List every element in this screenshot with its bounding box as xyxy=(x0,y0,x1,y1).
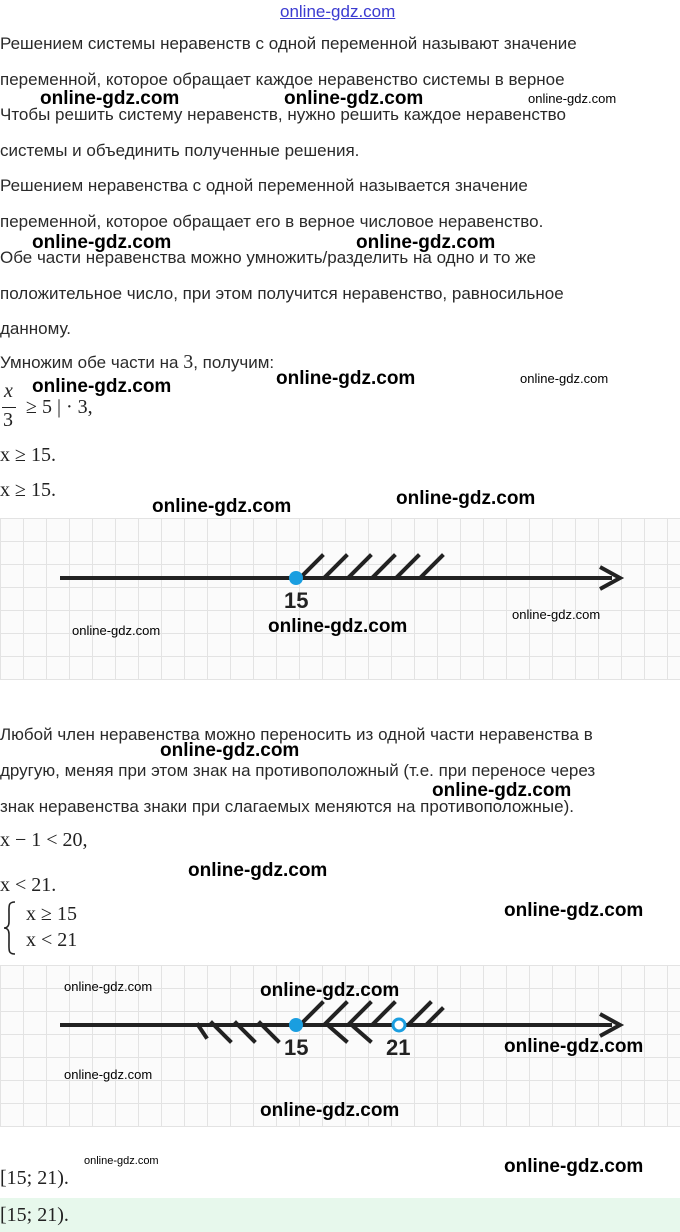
system-brace xyxy=(2,900,18,956)
paragraph-line: переменной, которое обращает каждое неравенство системы в верное xyxy=(0,70,565,89)
watermark: online-gdz.com xyxy=(512,607,601,622)
answer-box xyxy=(0,1198,680,1232)
watermark: online-gdz.com xyxy=(260,980,400,1001)
equation: x ≥ 15. xyxy=(0,444,56,466)
paragraph-line: переменной, которое обращает его в верное числовое неравенство. xyxy=(0,212,544,231)
interval-result: [15; 21). xyxy=(0,1167,69,1189)
watermark: online-gdz.com xyxy=(356,232,496,253)
point-label-15: 15 xyxy=(284,588,309,613)
paragraph-line: Чтобы решить систему неравенств, нужно решить каждое неравенство xyxy=(0,105,566,124)
paragraph-line: системы и объединить полученные решения. xyxy=(0,141,360,160)
site-header-watermark[interactable]: online-gdz.com xyxy=(280,2,396,21)
watermark: online-gdz.com xyxy=(432,780,572,801)
paragraph-line: Обе части неравенства можно умножить/разделить на одно и то же xyxy=(0,248,536,267)
point-15 xyxy=(289,1018,303,1032)
paragraph-line: Решением неравенства с одной переменной называется значение xyxy=(0,176,528,195)
paragraph-line: знак неравенства знаки при слагаемых меняются на противоположные). xyxy=(0,797,574,816)
watermark: online-gdz.com xyxy=(188,860,328,881)
watermark: online-gdz.com xyxy=(64,1067,153,1082)
point-15 xyxy=(289,571,303,585)
paragraph-line: другую, меняя при этом знак на противоположный (т.е. при переносе через xyxy=(0,761,596,780)
system-line: x ≥ 15 xyxy=(26,903,77,925)
watermark: online-gdz.com xyxy=(32,376,172,397)
watermark: online-gdz.com xyxy=(40,88,180,109)
fraction-denominator: 3 xyxy=(3,409,13,431)
paragraph-line: Решением системы неравенств с одной переменной называют значение xyxy=(0,34,577,53)
watermark: online-gdz.com xyxy=(520,371,609,386)
watermark: online-gdz.com xyxy=(284,88,424,109)
watermark: online-gdz.com xyxy=(268,616,408,637)
point-21 xyxy=(393,1019,405,1031)
watermark: online-gdz.com xyxy=(260,1100,400,1121)
hatching xyxy=(302,556,442,576)
number-line-1 xyxy=(0,518,680,680)
watermark: online-gdz.com xyxy=(72,623,161,638)
watermark: online-gdz.com xyxy=(152,496,292,517)
text-fragment: , получим: xyxy=(193,353,275,372)
equation: x < 21. xyxy=(0,874,57,896)
watermark: online-gdz.com xyxy=(396,488,536,509)
paragraph-line: Любой член неравенства можно переносить из одной части неравенства в xyxy=(0,725,593,744)
watermark: online-gdz.com xyxy=(160,740,300,761)
equation: ≥ 5 | · 3, xyxy=(26,396,93,418)
watermark: online-gdz.com xyxy=(64,979,153,994)
watermark: online-gdz.com xyxy=(504,1156,644,1177)
system-line: x < 21 xyxy=(26,929,78,951)
text-fragment: Умножим обе части на xyxy=(0,353,184,372)
watermark: online-gdz.com xyxy=(528,91,617,106)
watermark: online-gdz.com xyxy=(504,900,644,921)
equation: x − 1 < 20, xyxy=(0,829,88,851)
paragraph-line: данному. xyxy=(0,319,72,338)
paragraph-line: положительное число, при этом получится неравенство, равносильное xyxy=(0,284,564,303)
equation: x ≥ 15. xyxy=(0,479,56,501)
hatching-right xyxy=(302,1003,442,1023)
watermark: online-gdz.com xyxy=(84,1155,159,1167)
answer-text: [15; 21). xyxy=(0,1204,69,1226)
watermark: online-gdz.com xyxy=(504,1036,644,1057)
fraction-numerator: x xyxy=(4,380,13,402)
fraction-bar xyxy=(2,407,16,408)
point-label-15: 15 xyxy=(284,1035,309,1060)
math-number: 3 xyxy=(183,351,194,373)
point-label-21: 21 xyxy=(386,1035,411,1060)
hatching-mid xyxy=(330,1027,370,1041)
watermark: online-gdz.com xyxy=(276,368,416,389)
watermark: online-gdz.com xyxy=(32,232,172,253)
